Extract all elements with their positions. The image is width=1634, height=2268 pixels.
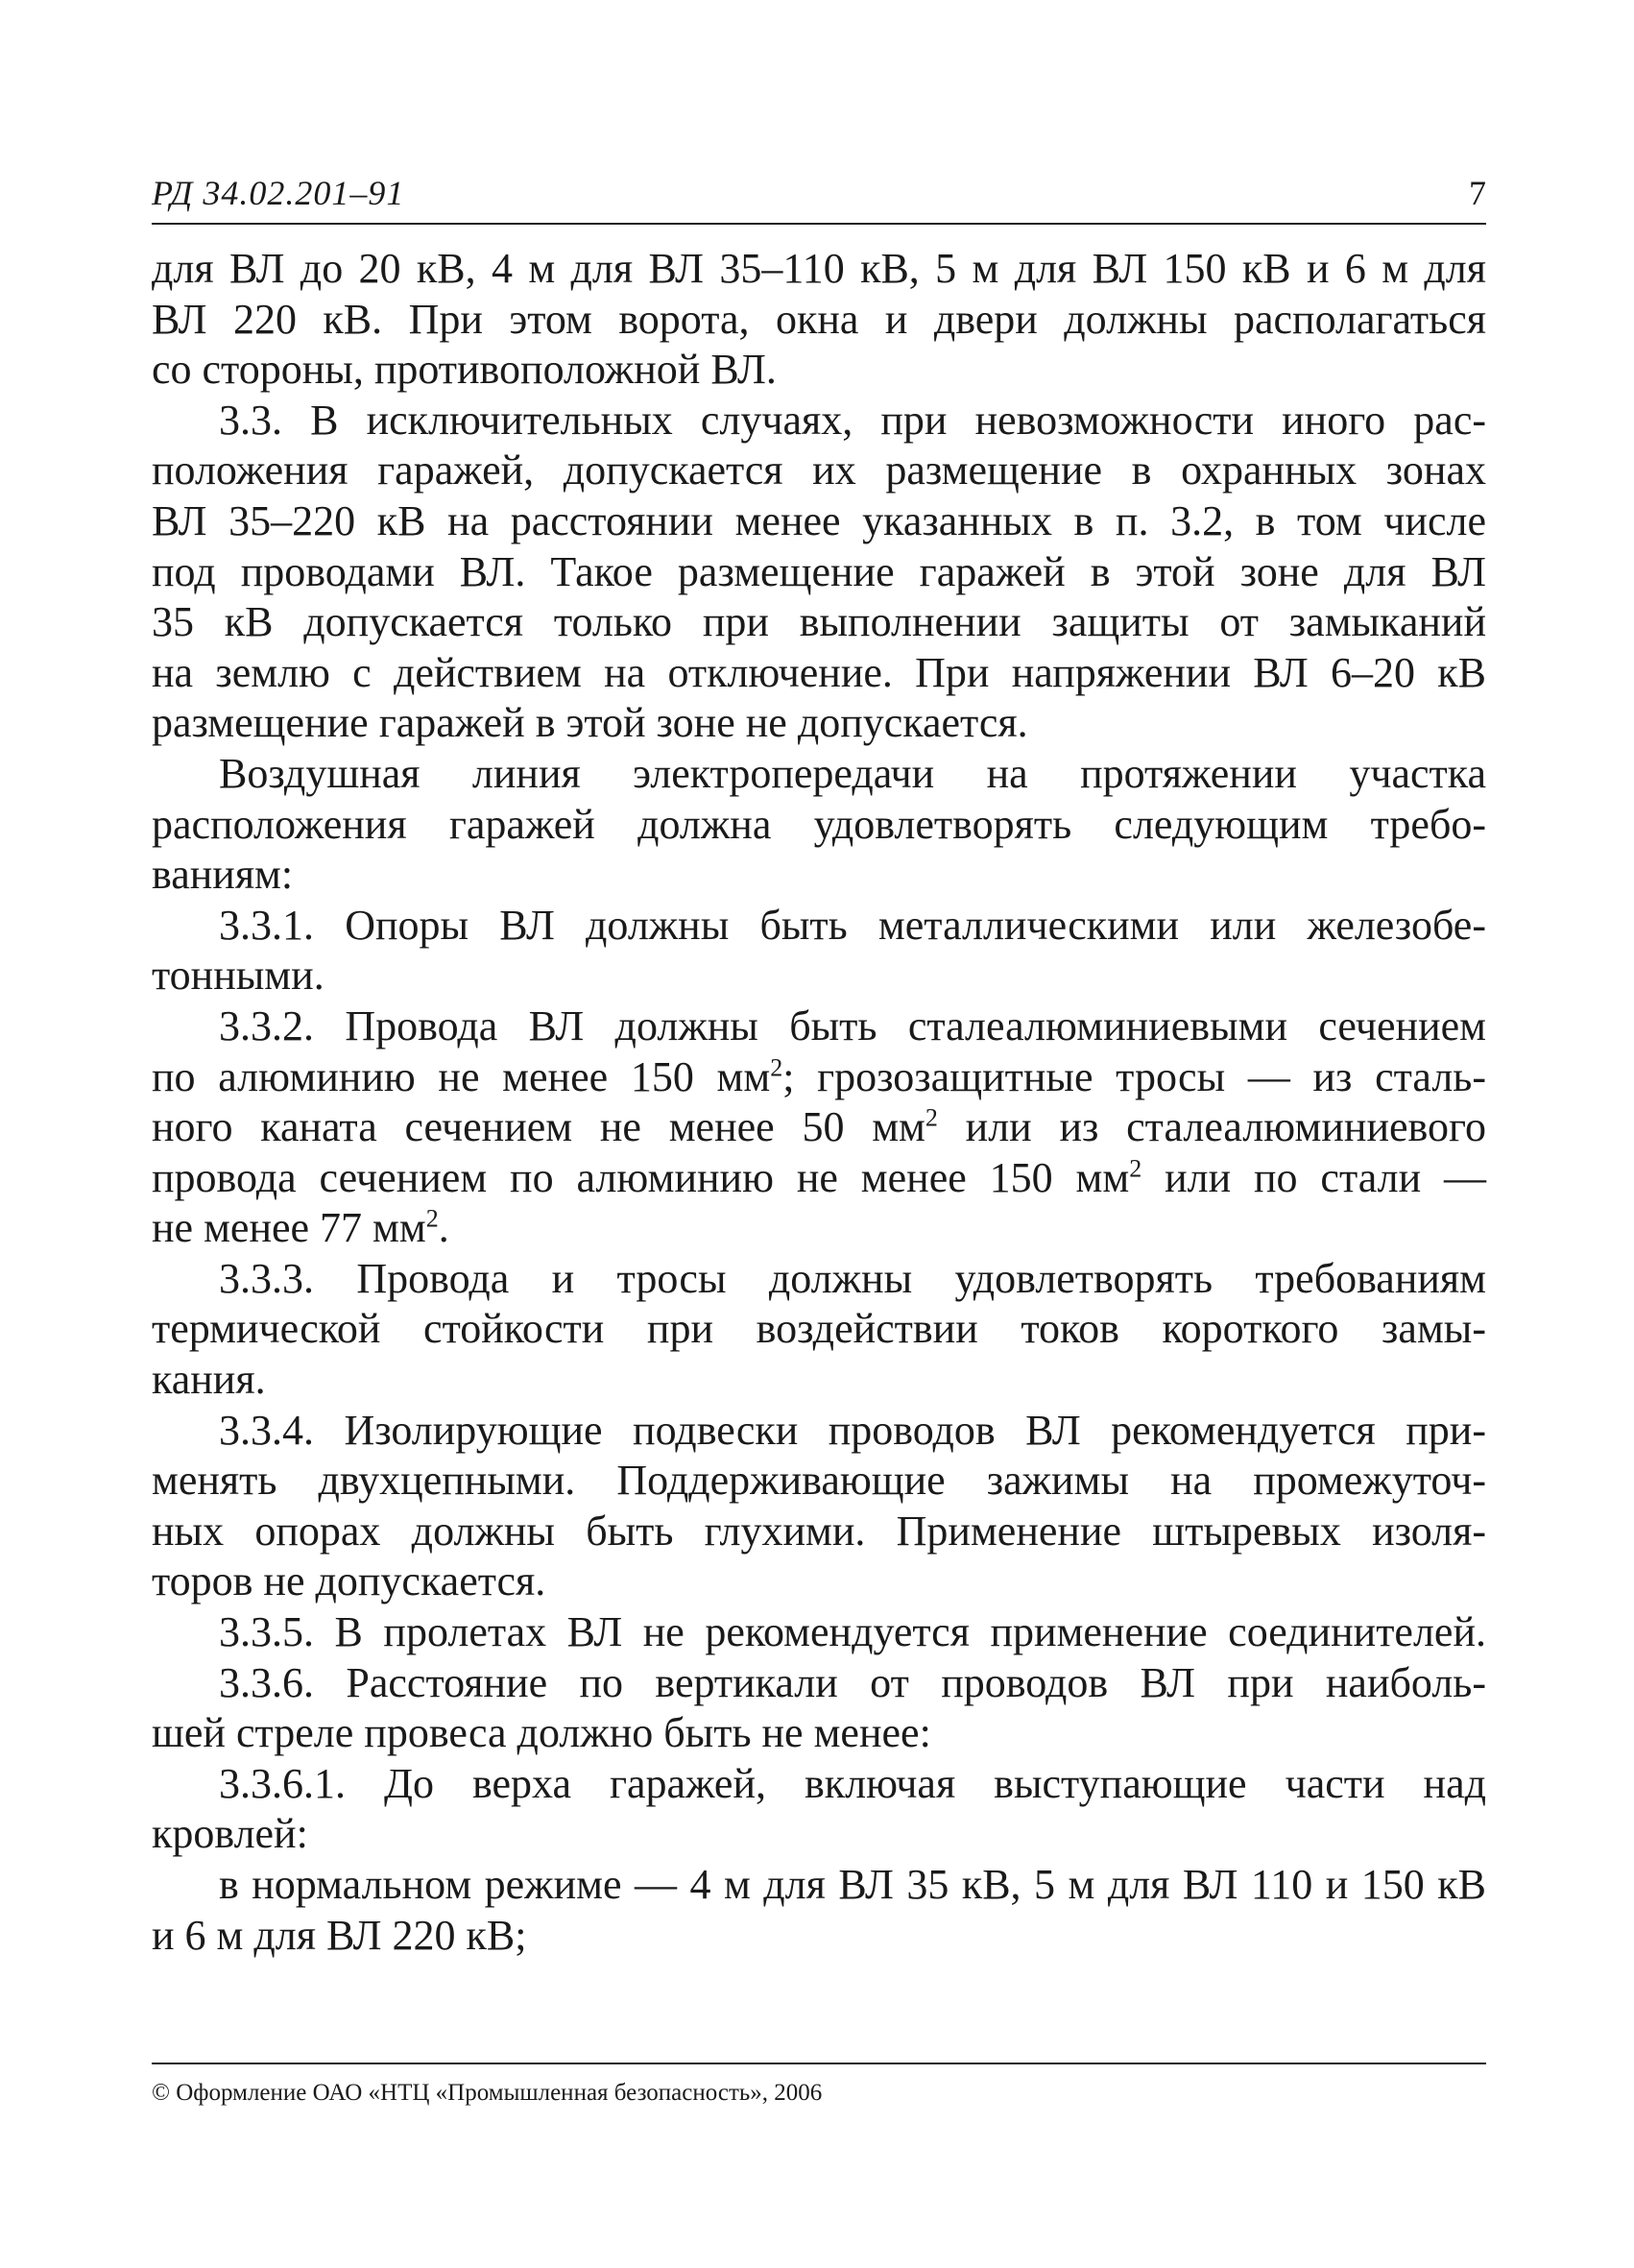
clause-3-3-6: 3.3.6. Расстояние по вертикали от проводов ВЛ при наиболь- bbox=[219, 1658, 1486, 1706]
page-body bbox=[152, 244, 1486, 1961]
text-line: размещение гаражей в этой зоне не допускается. bbox=[152, 699, 1028, 747]
text-line: кания. bbox=[152, 1356, 266, 1404]
text-fragment: не менее 77 мм bbox=[152, 1204, 426, 1252]
text-line: ВЛ 220 кВ. При этом ворота, окна и двери должны располагаться bbox=[152, 295, 1486, 343]
superscript-2: 2 bbox=[770, 1052, 783, 1081]
text-fragment: ного каната сечением не менее 50 мм bbox=[152, 1103, 925, 1151]
page-number: 7 bbox=[1469, 174, 1486, 212]
text-line: и 6 м для ВЛ 220 кВ; bbox=[152, 1911, 527, 1959]
clause-3-3-2: 3.3.2. Провода ВЛ должны быть сталеалюминиевыми сечением bbox=[219, 1001, 1486, 1050]
text-fragment: по алюминию не менее 150 мм bbox=[152, 1052, 771, 1100]
document-code: РД 34.02.201–91 bbox=[152, 174, 405, 212]
clause-3-3-3: 3.3.3. Провода и тросы должны удовлетворять требованиям bbox=[219, 1254, 1486, 1302]
text-line: торов не допускается. bbox=[152, 1557, 546, 1605]
paragraph-start: Воздушная линия электропередачи на протяжении участка bbox=[219, 749, 1486, 797]
superscript-2: 2 bbox=[925, 1103, 938, 1132]
text-line: положения гаражей, допускается их размещение в охранных зонах bbox=[152, 446, 1486, 495]
text-line: для ВЛ до 20 кВ, 4 м для ВЛ 35–110 кВ, 5 м для ВЛ 150 кВ и 6 м для bbox=[152, 245, 1486, 292]
text-line: со стороны, противоположной ВЛ. bbox=[152, 346, 777, 394]
paragraph-start: в нормальном режиме — 4 м для ВЛ 35 кВ, 5 м для ВЛ 110 и 150 кВ bbox=[219, 1861, 1486, 1908]
page-footer bbox=[152, 2063, 1486, 2107]
clause-3-3-1: 3.3.1. Опоры ВЛ должны быть металлическими или железобе- bbox=[219, 901, 1486, 949]
clause-3-3-6-1: 3.3.6.1. До верха гаражей, включая выступающие части над bbox=[219, 1759, 1486, 1807]
text-line-with-superscript bbox=[152, 1153, 1486, 1204]
text-fragment: . bbox=[438, 1204, 449, 1252]
text-fragment: или из сталеалюминиевого bbox=[937, 1103, 1486, 1151]
text-line: шей стреле провеса должно быть не менее: bbox=[152, 1709, 931, 1757]
copyright-text: © Оформление ОАО «НТЦ «Промышленная безопасность», 2006 bbox=[152, 2080, 823, 2106]
text-fragment: ; грозозащитные тросы — из сталь- bbox=[782, 1052, 1486, 1100]
text-line-with-superscript bbox=[152, 1102, 1486, 1153]
clause-3-3-4: 3.3.4. Изолирующие подвески проводов ВЛ рекомендуется при- bbox=[219, 1406, 1486, 1454]
page-header bbox=[152, 171, 1486, 225]
superscript-2: 2 bbox=[1129, 1154, 1142, 1183]
text-line: термической стойкости при воздействии токов короткого замы- bbox=[152, 1305, 1486, 1353]
text-line: на землю с действием на отключение. При напряжении ВЛ 6–20 кВ bbox=[152, 648, 1486, 696]
superscript-2: 2 bbox=[425, 1204, 439, 1233]
text-line: ваниям: bbox=[152, 851, 294, 899]
text-line: тонными. bbox=[152, 952, 324, 1000]
text-fragment: провода сечением по алюминию не менее 150 мм bbox=[152, 1153, 1130, 1201]
text-line: кровлей: bbox=[152, 1810, 308, 1858]
paragraph-start: 3.3. В исключительных случаях, при невозможности иного рас- bbox=[219, 396, 1486, 444]
text-line: под проводами ВЛ. Такое размещение гаражей в этой зоне для ВЛ bbox=[152, 547, 1486, 595]
text-line: ных опорах должны быть глухими. Применение штыревых изоля- bbox=[152, 1507, 1486, 1555]
text-line-with-superscript bbox=[152, 1203, 1486, 1254]
text-fragment: или по стали — bbox=[1141, 1153, 1486, 1201]
text-line-with-superscript bbox=[152, 1052, 1486, 1103]
text-line: менять двухцепными. Поддерживающие зажимы на промежуточ- bbox=[152, 1457, 1486, 1505]
clause-3-3-5: 3.3.5. В пролетах ВЛ не рекомендуется применение соединителей. bbox=[219, 1608, 1486, 1656]
text-line: расположения гаражей должна удовлетворять следующим требо- bbox=[152, 800, 1486, 848]
text-line: ВЛ 35–220 кВ на расстоянии менее указанных в п. 3.2, в том числе bbox=[152, 496, 1486, 544]
text-line: 35 кВ допускается только при выполнении защиты от замыканий bbox=[152, 598, 1486, 646]
